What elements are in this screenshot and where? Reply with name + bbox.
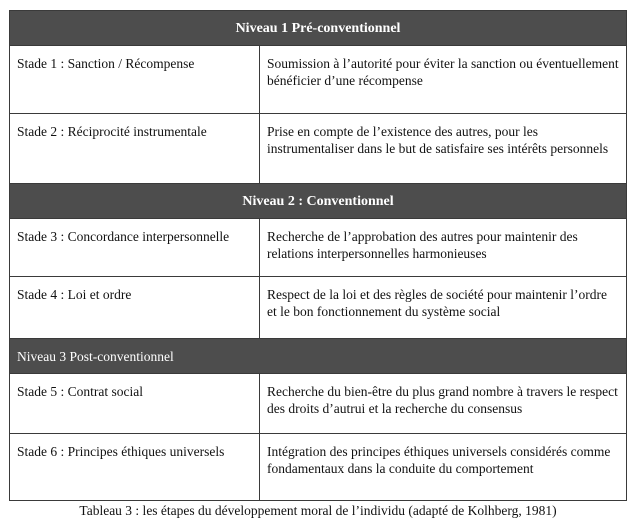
stage-1-description: Soumission à l’autorité pour éviter la sanction ou éventuellement bénéficier d’une récompense [260,46,627,114]
level-3-title: Niveau 3 Post-conventionnel [10,339,627,374]
level-1-row [10,11,627,46]
level-2-title: Niveau 2 : Conventionnel [10,184,627,219]
table-caption: Tableau 3 : les étapes du développement moral de l’individu (adapté de Kolhberg, 1981) [79,503,557,518]
moral-development-table [9,10,627,501]
stage-5-description: Recherche du bien-être du plus grand nombre à travers le respect des droits d’autrui et la recherche du consensus [260,374,627,434]
stage-6-name: Stade 6 : Principes éthiques universels [10,434,260,501]
level-2-row [10,184,627,219]
table-row [10,434,627,501]
table-row [10,114,627,184]
stage-5-name: Stade 5 : Contrat social [10,374,260,434]
level-3-row [10,339,627,374]
stage-4-name: Stade 4 : Loi et ordre [10,277,260,339]
stage-6-description: Intégration des principes éthiques universels considérés comme fondamentaux dans la conduite du comportement [260,434,627,501]
table-row [10,374,627,434]
stage-3-name: Stade 3 : Concordance interpersonnelle [10,219,260,277]
stage-1-name: Stade 1 : Sanction / Récompense [10,46,260,114]
table-row [10,277,627,339]
table-row [10,219,627,277]
level-1-title: Niveau 1 Pré-conventionnel [10,11,627,46]
stage-4-description: Respect de la loi et des règles de société pour maintenir l’ordre et le bon fonctionnement du système social [260,277,627,339]
stage-2-description: Prise en compte de l’existence des autres, pour les instrumentaliser dans le but de satisfaire ses intérêts personnels [260,114,627,184]
stage-2-name: Stade 2 : Réciprocité instrumentale [10,114,260,184]
table-row [10,46,627,114]
stage-3-description: Recherche de l’approbation des autres pour maintenir des relations interpersonnelles harmonieuses [260,219,627,277]
